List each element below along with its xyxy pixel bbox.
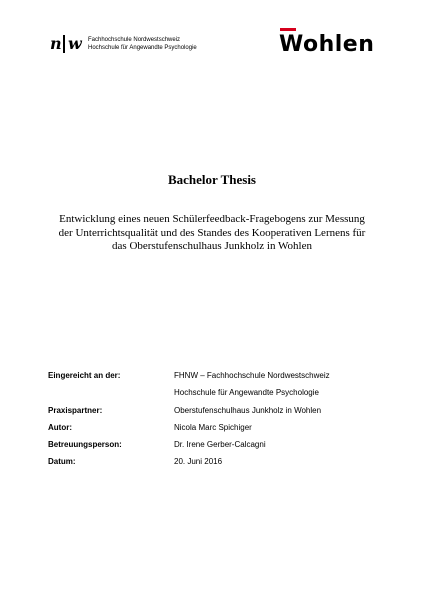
info-label: Autor: [48, 423, 72, 432]
info-row-practice-partner [48, 406, 368, 423]
thesis-label: Bachelor Thesis [167, 172, 256, 187]
info-row-school [48, 388, 368, 406]
fhnw-logo-w: w [68, 34, 82, 53]
info-row-author [48, 423, 368, 440]
info-row-supervisor [48, 440, 368, 457]
info-value: Hochschule für Angewandte Psychologie [174, 388, 319, 397]
fhnw-logo-line1: Fachhochschule Nordwestschweiz [88, 37, 181, 43]
info-value: Nicola Marc Spichiger [174, 423, 252, 432]
fhnw-logo-text [88, 36, 268, 52]
info-label: Praxispartner: [48, 406, 103, 415]
thesis-title-line: Entwicklung eines neuen Schülerfeedback-Fragebogens zur Messung [59, 213, 365, 225]
info-label: Eingereicht an der: [48, 371, 121, 380]
info-row-date [48, 457, 368, 474]
fhnw-logo-mark [50, 34, 88, 54]
thesis-title-line: das Oberstufenschulhaus Junkholz in Wohlen [112, 240, 312, 252]
wohlen-logo [279, 28, 375, 60]
info-label: Datum: [48, 457, 76, 466]
fhnw-logo-line2: Hochschule für Angewandte Psychologie [88, 45, 197, 51]
info-label: Betreuungsperson: [48, 440, 122, 449]
thesis-title [40, 213, 384, 254]
thesis-title-line: der Unterrichtsqualität und des Standes des Kooperativen Lernens für [58, 226, 366, 239]
fhnw-logo-bar [63, 35, 65, 53]
submission-info [48, 371, 368, 474]
fhnw-logo-n: n [50, 34, 62, 53]
info-value: Oberstufenschulhaus Junkholz in Wohlen [174, 406, 322, 415]
info-value: FHNW – Fachhochschule Nordwestschweiz [174, 371, 330, 380]
wohlen-logo-text: Wohlen [279, 32, 375, 57]
info-value: 20. Juni 2016 [174, 457, 223, 466]
info-value: Dr. Irene Gerber-Calcagni [174, 440, 266, 449]
info-row-submitted-to [48, 371, 368, 388]
